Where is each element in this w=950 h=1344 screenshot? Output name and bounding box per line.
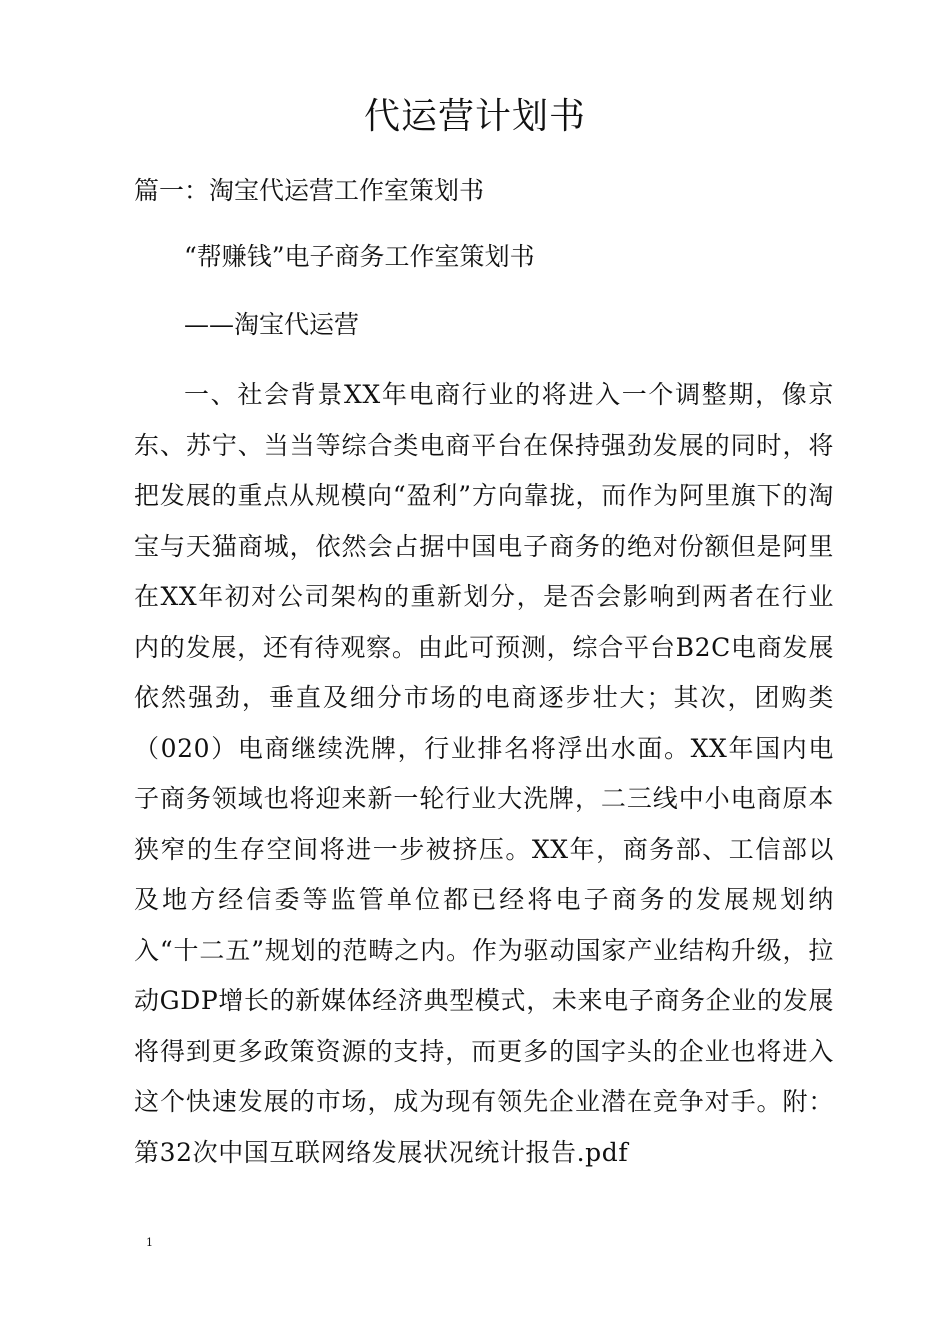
section-heading: 篇一：淘宝代运营工作室策划书: [134, 176, 485, 205]
document-title: 代运营计划书: [363, 96, 586, 137]
page-number: 1: [146, 1236, 153, 1249]
plan-subtitle: “帮赚钱”电子商务工作室策划书: [184, 242, 535, 271]
body-paragraph: 一、社会背景XX年电商行业的将进入一个调整期，像京东、苏宁、当当等综合类电商平台在保持强劲发展的同时，将把发展的重点从规模向“盈利”方向靠拢，而作为阿里旗下的淘宝与天猫商城，依然会占据中国电子商务的绝对份额但是阿里在XX年初对公司架构的重新划分，是否会影响到两者在行业内的发展，还有待观察。由此可预测，综合平台B2C电商发展依然强劲，垂直及细分市场的电商逐步壮大；其次，团购类（020）电商继续洗牌，行业排名将浮出水面。XX年国内电子商务领域也将迎来新一轮行业大洗牌，二三线中小电商原本狭窄的生存空间将进一步被挤压。XX年，商务部、工信部以及地方经信委等监管单位都已经将电子商务的发展规划纳入“十二五”规划的范畴之内。作为驱动国家产业结构升级，拉动GDP增长的新媒体经济典型模式，未来电子商务企业的发展将得到更多政策资源的支持，而更多的国字头的企业也将进入这个快速发展的市场，成为现有领先企业潜在竞争对手。附：第32次中国互联网络发展状况统计报告.pdf: [134, 380, 834, 1167]
plan-subtitle-dash: ——淘宝代运营: [184, 310, 360, 339]
